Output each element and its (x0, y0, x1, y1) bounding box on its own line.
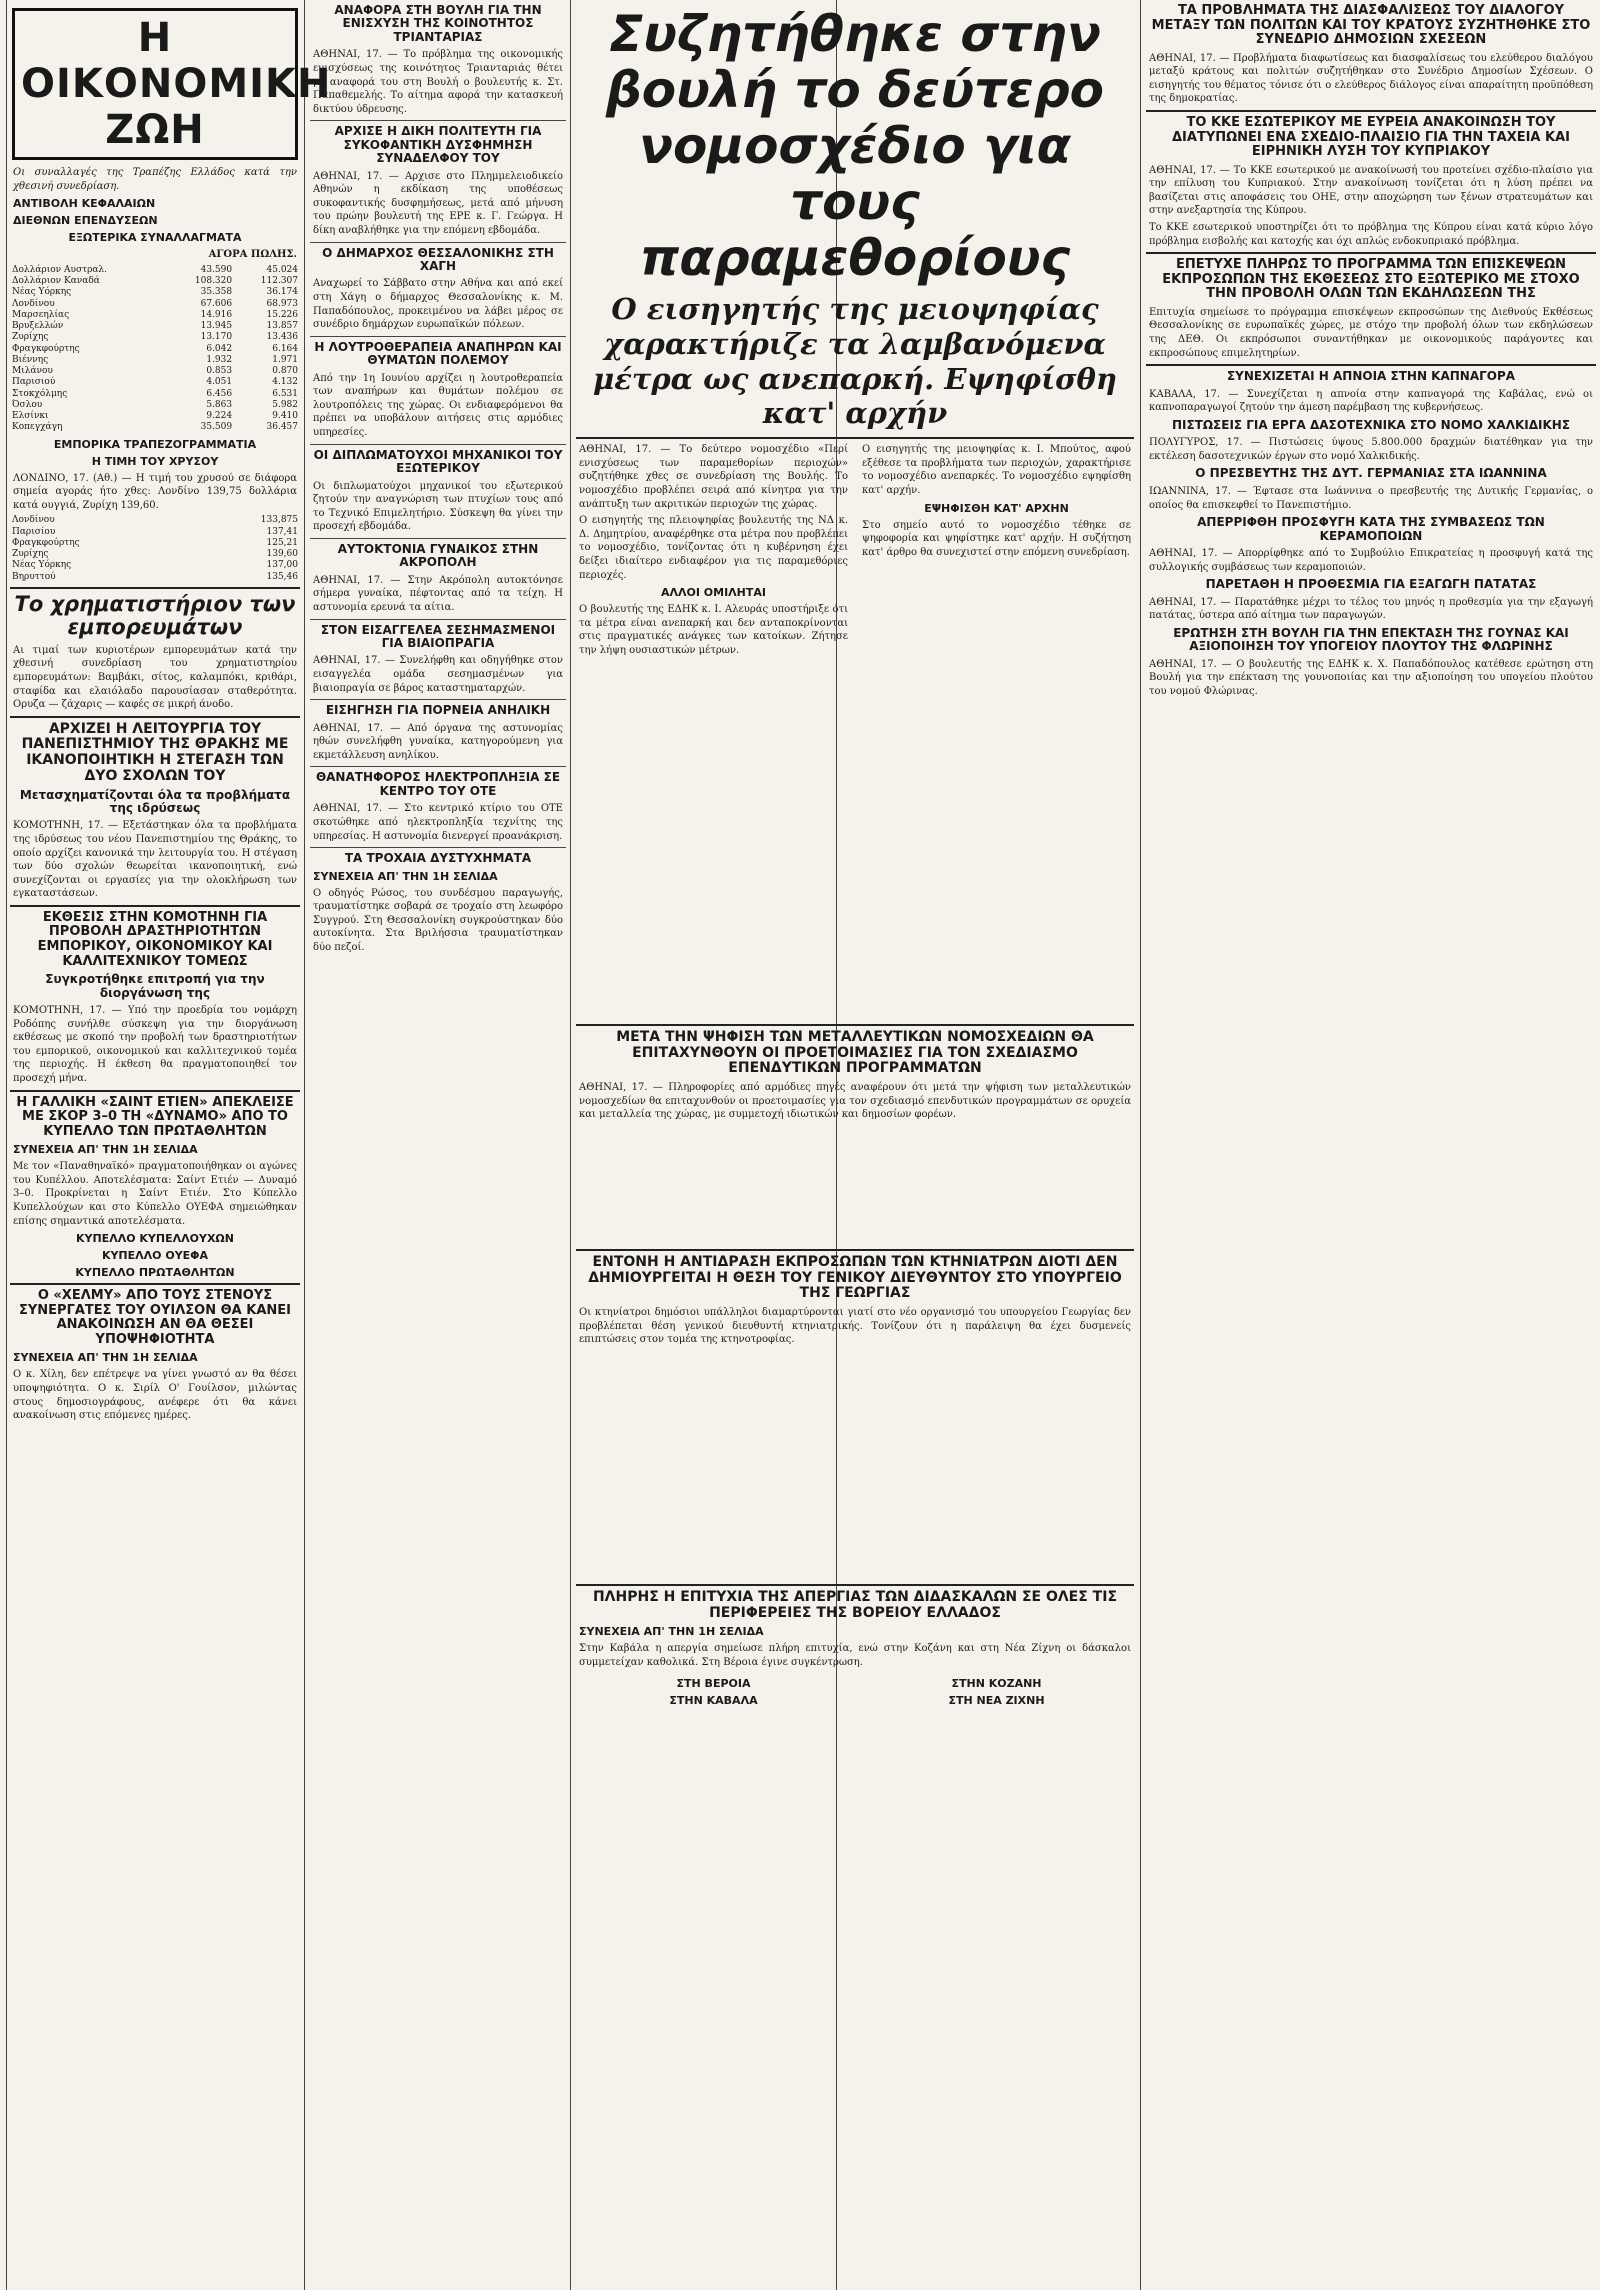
tobacco-headline: ΣΥΝΕΧΙΖΕΤΑΙ Η ΑΠΝΟΙΑ ΣΤΗΝ ΚΑΠΝΑΓΟΡΑ (1226, 369, 1516, 384)
gold-cell: Νέας Υόρκης (12, 560, 72, 571)
fx-row (10, 310, 300, 321)
teachers-continued: ΣΥΝΕΧΕΙΑ ΑΠ' ΤΗΝ 1Η ΣΕΛΙΔΑ (579, 1625, 764, 1639)
spa-headline: Η ΛΟΥΤΡΟΘΕΡΑΠΕΙΑ ΑΝΑΠΗΡΩΝ ΚΑΙ ΘΥΜΑΤΩΝ ΠΟΛΕΜΟΥ (314, 339, 562, 368)
divider (1146, 252, 1596, 254)
fx-cell: 13.170 (200, 332, 233, 343)
electrocution-headline: ΘΑΝΑΤΗΦΟΡΟΣ ΗΛΕΚΤΡΟΠΛΗΞΙΑ ΣΕ ΚΕΝΤΡΟ ΤΟΥ ΟΤΕ (315, 770, 561, 798)
fx-cell: 13.945 (200, 321, 233, 332)
gold-cell: 125,21 (266, 537, 298, 548)
spa-text: Από την 1η Ιουνίου αρχίζει η λουτροθεραπεία των αναπήρων και θυμάτων πολέμου σε λουτροπόλεις της χώρας. Οι ενδιαφερόμενοι θα πρέπει να υποβάλουν αιτήσεις στις αρμόδιες υπηρεσίες. (313, 372, 563, 439)
other-speakers-heading: ΑΛΛΟΙ ΟΜΙΛΗΤΑΙ (660, 586, 767, 600)
fx-cell: 68.973 (266, 298, 298, 309)
fx-cell: 0.853 (206, 366, 233, 377)
divider (310, 699, 566, 700)
fx-cell: Κοπεγχάγη (12, 422, 63, 433)
accidents-continued: ΣΥΝΕΧΕΙΑ ΑΠ' ΤΗΝ 1Η ΣΕΛΙΔΑ (313, 869, 498, 883)
divider (310, 847, 566, 848)
referral-text: ΑΘΗΝΑΙ, 17. — Το πρόβλημα της οικονομικής ενισχύσεως της κοινότητος Τριανταριάς θέτει με αναφορά του στη Βουλή ο βουλευτής κ. Στ. Παπαθεμελής. Το αίτημα αφορά την κατασκευή δικτύου ύδρευσης. (313, 49, 563, 115)
left-column (10, 0, 332, 2290)
fx-row (10, 344, 300, 355)
kozani-heading: ΣΤΗΝ ΚΟΖΑΝΗ (951, 1676, 1042, 1690)
university-kicker: Μετασχηματίζονται όλα τα προβλήματα της ιδρύσεως (19, 787, 291, 815)
fx-cell: 112.307 (260, 276, 298, 287)
fx-row (10, 389, 300, 400)
ambassador-headline: Ο ΠΡΕΣΒΕΥΤΗΣ ΤΗΣ ΔΥΤ. ΓΕΡΜΑΝΙΑΣ ΣΤΑ ΙΩΑΝΝΙΝΑ (1195, 466, 1547, 481)
fx-row (10, 265, 300, 276)
fx-cell: 35.509 (200, 422, 233, 433)
divider (1146, 110, 1596, 112)
divider (10, 716, 300, 718)
capital-subheading: ΔΙΕΘΝΩΝ ΕΠΕΝΔΥΣΕΩΝ (13, 214, 158, 228)
fur-text: ΑΘΗΝΑΙ, 17. — Ο βουλευτής της ΕΔΗΚ κ. Χ. Παπαδόπουλος κατέθεσε ερώτηση στη Βουλή για την επέκταση της γουνοποιίας και την αξιοποίηση του υπογείου πλούτου του νομού Φλώρινας. (1149, 658, 1593, 697)
fx-cell: Παρισιού (12, 377, 56, 388)
fx-cell: Βιέννης (12, 354, 49, 365)
divider (10, 905, 300, 907)
fx-cell: Δολλάριον Καναδά (12, 276, 100, 287)
gold-cell: 137,00 (266, 560, 298, 571)
gold-cell: 137,41 (266, 526, 298, 537)
electrocution-text: ΑΘΗΝΑΙ, 17. — Στο κεντρικό κτίριο του ΟΤΕ σκοτώθηκε από ηλεκτροπληξία τεχνίτης της υπηρεσίας. Η αστυνομία διενεργεί προανάκριση. (313, 803, 563, 842)
fx-row (10, 276, 300, 287)
wilson-text: Ο κ. Χίλη, δεν επέτρεψε να γίνει γνωστό αν θα θέσει υποψηφιότητα. Ο κ. Σιρίλ Ο' Γουίλσον, μιλώντας στους δημοσιογράφους, ανέφερε ότι θα κάνει ανακοίνωση στις επόμενες ημέρες. (13, 1369, 297, 1422)
fx-row (10, 400, 300, 411)
fx-cell: 45.024 (266, 264, 298, 275)
vets-headline: ΕΝΤΟΝΗ Η ΑΝΤΙΔΡΑΣΗ ΕΚΠΡΟΣΩΠΩΝ ΤΩΝ ΚΤΗΝΙΑΤΡΩΝ ΔΙΟΤΙ ΔΕΝ ΔΗΜΙΟΥΡΓΕΙΤΑΙ Η ΘΕΣΗ ΤΟΥ ΓΕΝΙΚΟΥ ΔΙΕΥΘΥΝΤΟΥ ΣΤΟ ΥΠΟΥΡΓΕΙΟ ΤΗΣ ΓΕΩΡΓΙΑΣ (588, 1254, 1122, 1302)
fx-cell: Στοκχόλμης (12, 388, 68, 399)
column-rule (1140, 0, 1141, 2290)
foreign-exchange-table (10, 265, 300, 434)
gold-table (10, 515, 300, 583)
divider (576, 1024, 1134, 1026)
university-headline: ΑΡΧΙΖΕΙ Η ΛΕΙΤΟΥΡΓΙΑ ΤΟΥ ΠΑΝΕΠΙΣΤΗΜΙΟΥ ΤΗΣ ΘΡΑΚΗΣ ΜΕ ΙΚΑΝΟΠΟΙΗΤΙΚΗ Η ΣΤΕΓΑΣΗ ΤΩΝ ΔΥΟ ΣΧΟΛΩΝ ΤΟΥ (21, 720, 289, 784)
komotini-kicker: Συγκροτήθηκε επιτροπή για την διοργάνωση της (45, 972, 265, 1000)
commercial-paper-heading: ΕΜΠΟΡΙΚΑ ΤΡΑΠΕΖΟΓΡΑΜΜΑΤΙΑ (53, 437, 257, 451)
tour-headline: ΕΠΕΤΥΧΕ ΠΛΗΡΩΣ ΤΟ ΠΡΟΓΡΑΜΜΑ ΤΩΝ ΕΠΙΣΚΕΨΕΩΝ ΕΚΠΡΟΣΩΠΩΝ ΤΗΣ ΕΚΘΕΣΕΩΣ ΣΤΟ ΕΞΩΤΕΡΙΚΟ ΜΕ ΣΤΟΧΟ ΤΗΝ ΠΡΟΒΟΛΗ ΟΛΩΝ ΤΩΝ ΕΚΔΗΛΩΣΕΩΝ ΤΗΣ (1162, 257, 1580, 302)
gold-cell: 135,46 (266, 571, 298, 582)
fx-cell: 36.174 (266, 287, 298, 298)
fx-cell: 6.531 (272, 388, 298, 399)
credits-text: ΠΟΛΥΓΥΡΟΣ, 17. — Πιστώσεις ύψους 5.800.000 δραχμών διατέθηκαν για την εκτέλεση δασοτεχνικών έργων στο νομό Χαλκιδικής. (1149, 437, 1593, 462)
fx-cell: 5.863 (206, 399, 233, 410)
gold-cell: Βηρυττού (12, 571, 56, 582)
divider (310, 444, 566, 445)
cyprus-headline: ΤΟ ΚΚΕ ΕΣΩΤΕΡΙΚΟΥ ΜΕ ΕΥΡΕΙΑ ΑΝΑΚΟΙΝΩΣΗ ΤΟΥ ΔΙΑΤΥΠΩΝΕΙ ΕΝΑ ΣΧΕΔΙΟ-ΠΛΑΙΣΙΟ ΓΙΑ ΤΗΝ ΤΑΧΕΙΑ ΚΑΙ ΕΙΡΗΝΙΚΗ ΛΥΣΗ ΤΟΥ ΚΥΠΡΙΑΚΟΥ (1172, 115, 1570, 160)
mayor-text: Αναχωρεί το Σάββατο στην Αθήνα και από εκεί στη Χάγη ο δήμαρχος Θεσσαλονίκης κ. Μ. Παπαδόπουλος, προκειμένου να λάβει μέρος σε συνέδριο δημάρχων ευρωπαϊκών πόλεων. (313, 278, 563, 331)
kavala-heading: ΣΤΗΝ ΚΑΒΑΛΑ (669, 1693, 758, 1707)
ceramics-text: ΑΘΗΝΑΙ, 17. — Απορρίφθηκε από το Συμβούλιο Επικρατείας η προσφυγή κατά της συλλογικής συμβάσεως των κεραμοποιών. (1149, 547, 1593, 573)
fx-cell: 35.358 (200, 287, 233, 298)
divider (310, 120, 566, 121)
lead-subheadline: Ο εισηγητής της μειοψηφίας χαρακτήριζε τα λαμβανόμενα μέτρα ως ανεπαρκή. Εψηφίσθη κατ' αρχήν (593, 292, 1117, 431)
fx-cell: Μαρσεηλίας (12, 309, 70, 320)
fx-cell: 67.606 (200, 298, 233, 309)
right-column (1146, 0, 1596, 2290)
tour-text: Επιτυχία σημείωσε το πρόγραμμα επισκέψεων εκπροσώπων της Διεθνούς Εκθέσεως Θεσσαλονίκης σε ευρωπαϊκές χώρες, με στόχο την προβολή όλων των εκδηλώσεων της ΔΕΘ. Οι εκπρόσωποι συναντήθηκαν με οικονομικούς παράγοντες και εκπροσώπους επιμελητηρίων. (1149, 306, 1593, 359)
market-intro: Οι συναλλαγές της Τραπέζης Ελλάδος κατά την χθεσινή συνεδρίαση. (13, 167, 297, 192)
fx-row (10, 355, 300, 366)
cyprus-text-2: Το ΚΚΕ εσωτερικού υποστηρίζει ότι το πρόβλημα της Κύπρου είναι κατά κύριο λόγο πρόβλημα εισβολής και κατοχής και όχι απλώς ενδοκυπριακό πρόβλημα. (1149, 222, 1593, 247)
minor-text: ΑΘΗΝΑΙ, 17. — Από όργανα της αστυνομίας ηθών συνελήφθη γυναίκα, κατηγορούμενη για εκμετάλλευση ανηλίκου. (313, 722, 563, 761)
mayor-headline: Ο ΔΗΜΑΡΧΟΣ ΘΕΣΣΑΛΟΝΙΚΗΣ ΣΤΗ ΧΑΓΗ (322, 245, 554, 273)
fx-cell: 6.042 (206, 343, 233, 354)
gold-cell: Φραγκφούρτης (12, 537, 80, 548)
lead-paragraph: Ο βουλευτής της ΕΔΗΚ κ. Ι. Αλευράς υποστήριξε ότι τα μέτρα είναι ανεπαρκή και δεν ανταποκρίνονται στις πραγματικές ανάγκες των κατοίκων. Ζήτησε την λήψη ουσιαστικών μέτρων. (579, 604, 848, 656)
fx-row (10, 287, 300, 298)
accidents-text: Ο οδηγός Ρώσος, του συνδέσμου παραγωγής, τραυματίστηκε σοβαρά σε τροχαίο στη λεωφόρο Συγγρού. Στη Θεσσαλονίκη συγκρούστηκαν δύο αυτοκίνητα. Στα Βριλήσσια τραυματίστηκαν δύο πεζοί. (313, 887, 563, 953)
fx-cell: Βρυξελλών (12, 321, 64, 332)
suicide-headline: ΑΥΤΟΚΤΟΝΙΑ ΓΥΝΑΙΚΟΣ ΣΤΗΝ ΑΚΡΟΠΟΛΗ (337, 541, 539, 570)
gold-row (10, 515, 300, 526)
gold-cell: Λονδίνου (12, 515, 55, 526)
wilson-headline: Ο «ΧΕΛΜΥ» ΑΠΟ ΤΟΥΣ ΣΤΕΝΟΥΣ ΣΥΝΕΡΓΑΤΕΣ ΤΟΥ ΟΥΙΛΣΟΝ ΘΑ ΚΑΝΕΙ ΑΝΑΚΟΙΝΩΣΗ ΑΝ ΘΑ ΘΕΣΕΙ ΥΠΟΨΗΦΙΟΤΗΤΑ (18, 1288, 291, 1347)
fx-row (10, 299, 300, 310)
divider (1146, 364, 1596, 366)
fur-headline: ΕΡΩΤΗΣΗ ΣΤΗ ΒΟΥΛΗ ΓΙΑ ΤΗΝ ΕΠΕΚΤΑΣΗ ΤΗΣ ΓΟΥΝΑΣ ΚΑΙ ΑΞΙΟΠΟΙΗΣΗ ΤΟΥ ΥΠΟΓΕΙΟΥ ΠΛΟΥΤΟΥ ΤΗΣ ΦΛΩΡΙΝΗΣ (1173, 625, 1569, 654)
accidents-headline: ΤΑ ΤΡΟΧΑΙΑ ΔΥΣΤΥΧΗΜΑΤΑ (344, 851, 532, 866)
potato-headline: ΠΑΡΕΤΑΘΗ Η ΠΡΟΘΕΣΜΙΑ ΓΙΑ ΕΞΑΓΩΓΗ ΠΑΤΑΤΑΣ (1205, 577, 1537, 592)
fx-cell: 13.857 (266, 321, 298, 332)
fx-row (10, 377, 300, 388)
gold-text: ΛΟΝΔΙΝΟ, 17. (Αθ.) — Η τιμή του χρυσού σε διάφορα σημεία αγοράς ήτο χθες: Λονδίνο 139,75 δολλάρια κατά ουγγιά, Ζυρίχη 139,60. (13, 472, 297, 511)
fx-cell: 13.436 (266, 332, 298, 343)
ceramics-headline: ΑΠΕΡΡΙΦΘΗ ΠΡΟΣΦΥΓΗ ΚΑΤΑ ΤΗΣ ΣΥΜΒΑΣΕΩΣ ΤΩΝ ΚΕΡΑΜΟΠΟΙΩΝ (1197, 515, 1545, 543)
lead-paragraph: ΑΘΗΝΑΙ, 17. — Το δεύτερο νομοσχέδιο «Περί ενισχύσεως των παραμεθορίων περιοχών» συζητήθηκε χθες σε συνεδρίαση της Βουλής. Το νομοσχέδιο προβλέπει σειρά από κίνητρα για την ανάπτυξη των ακριτικών περιοχών της χώρας. (579, 444, 848, 510)
fx-cell: 4.132 (272, 377, 298, 388)
gold-row (10, 572, 300, 583)
minor-headline: ΕΙΣΗΓΗΣΗ ΓΙΑ ΠΟΡΝΕΙΑ ΑΝΗΛΙΚΗ (325, 703, 551, 718)
fx-cell: Μιλάνου (12, 366, 53, 377)
gold-cell: Ζυρίχης (12, 549, 49, 560)
teachers-headline: ΠΛΗΡΗΣ Η ΕΠΙΤΥΧΙΑ ΤΗΣ ΑΠΕΡΓΙΑΣ ΤΩΝ ΔΙΔΑΣΚΑΛΩΝ ΣΕ ΟΛΕΣ ΤΙΣ ΠΕΡΙΦΕΡΕΙΕΣ ΤΗΣ ΒΟΡΕΙΟΥ ΕΛΛΑΔΟΣ (592, 1589, 1118, 1621)
trial-text: ΑΘΗΝΑΙ, 17. — Αρχισε στο Πλημμελειοδικείο Αθηνών η εκδίκαση της υποθέσεως συκοφαντικής δυσφημήσεως, μετά από μήνυση του πρώην βουλευτή της ΕΡΕ κ. Γ. Γεώργα. Η δίκη αναβλήθηκε για την επόμενη εβδομάδα. (313, 170, 563, 236)
komotini-text: ΚΟΜΟΤΗΝΗ, 17. — Υπό την προεδρία του νομάρχη Ροδόπης συνήλθε σύσκεψη για την διοργάνωση εκθέσεως με σκοπό την προβολή των δραστηριοτήτων του εμπορικού, οικονομικού και καλλιτεχνικού τομέα της περιοχής. Η έκθεση θα πραγματοποιηθεί τον προσεχή μήνα. (13, 1005, 297, 1084)
divider (310, 242, 566, 243)
referral-headline: ΑΝΑΦΟΡΑ ΣΤΗ ΒΟΥΛΗ ΓΙΑ ΤΗΝ ΕΝΙΣΧΥΣΗ ΤΗΣ ΚΟΙΝΟΤΗΤΟΣ ΤΡΙΑΝΤΑΡΙΑΣ (334, 3, 542, 44)
fx-cell: Ελσίνκι (12, 411, 49, 422)
fx-cell: Δολλάριον Αυστραλ. (12, 264, 108, 275)
fx-cell: 0.870 (272, 366, 298, 377)
gold-cell: 133,875 (260, 515, 298, 526)
teachers-text: Στην Καβάλα η απεργία σημείωσε πλήρη επιτυχία, ενώ στην Κοζάνη και στη Νέα Ζίχνη οι δάσκαλοι συμμετείχαν καθολικά. Στη Βέροια έγινε συγκέντρωση. (579, 1643, 1131, 1668)
divider (576, 1249, 1134, 1251)
divider (576, 437, 1134, 439)
fx-cell: 6.164 (272, 343, 298, 354)
fx-cell: Λονδίνου (12, 298, 55, 309)
lead-body (576, 443, 1134, 660)
uefa-heading: ΚΥΠΕΛΛΟ ΟΥΕΦΑ (101, 1249, 209, 1263)
fx-cell: Όσλου (12, 399, 43, 410)
ambassador-text: ΙΩΑΝΝΙΝΑ, 17. — Έφτασε στα Ιωάννινα ο πρεσβευτής της Δυτικής Γερμανίας, ο οποίος θα επισκεφθεί το Πανεπιστήμιο. (1149, 485, 1593, 511)
foreign-exchange-heading: ΕΞΩΤΕΡΙΚΑ ΣΥΝΑΛΛΑΓΜΑΤΑ (68, 231, 242, 245)
metal-headline: ΜΕΤΑ ΤΗΝ ΨΗΦΙΣΗ ΤΩΝ ΜΕΤΑΛΛΕΥΤΙΚΩΝ ΝΟΜΟΣΧΕΔΙΩΝ ΘΑ ΕΠΙΤΑΧΥΝΘΟΥΝ ΟΙ ΠΡΟΕΤΟΙΜΑΣΙΕΣ ΓΙΑ ΤΟΝ ΣΧΕΔΙΑΣΜΟ ΕΠΕΝΔΥΤΙΚΩΝ ΠΡΟΓΡΑΜΜΑΤΩΝ (616, 1029, 1094, 1077)
tobacco-text: ΚΑΒΑΛΑ, 17. — Συνεχίζεται η απνοία στην καπναγορά της Καβάλας, ενώ οι καπνοπαραγωγοί ζητούν την άμεση παρέμβαση της κυβερνήσεως. (1149, 388, 1593, 414)
teachers-story (576, 1580, 1134, 2280)
fx-cell: 36.457 (266, 422, 298, 433)
divider (10, 1283, 300, 1285)
divider (310, 538, 566, 539)
fx-cell: 43.590 (200, 264, 233, 275)
prosecutor-text: ΑΘΗΝΑΙ, 17. — Συνελήφθη και οδηγήθηκε στον εισαγγελέα ομάδα σεσημασμένων για βιαιοπραγία σε βάρος καταστηματαρχών. (313, 655, 563, 694)
divider (10, 587, 300, 589)
credits-headline: ΠΙΣΤΩΣΕΙΣ ΓΙΑ ΕΡΓΑ ΔΑΣΟΤΕΧΝΙΚΑ ΣΤΟ ΝΟΜΟ ΧΑΛΚΙΔΙΚΗΣ (1171, 417, 1571, 432)
trial-headline: ΑΡΧΙΣΕ Η ΔΙΚΗ ΠΟΛΙΤΕΥΤΗ ΓΙΑ ΣΥΚΟΦΑΝΤΙΚΗ ΔΥΣΦΗΜΗΣΗ ΣΥΝΑΔΕΛΦΟΥ ΤΟΥ (334, 124, 542, 166)
fx-cell: 15.226 (266, 309, 298, 320)
lead-paragraph: Ο εισηγητής της μειοψηφίας κ. Ι. Μπούτος, αφού εξέθεσε τα προβλήματα των περιοχών, χαρακτήρισε το νομοσχέδιο ανεπαρκές. Το νομοσχέδιο εψηφίσθη κατ' αρχήν. (862, 444, 1131, 496)
suicide-text: ΑΘΗΝΑΙ, 17. — Στην Ακρόπολη αυτοκτόνησε σήμερα γυναίκα, πέφτοντας από τα τείχη. Η αστυνομία ερευνά τα αίτια. (313, 574, 563, 613)
engineers-headline: ΟΙ ΔΙΠΛΩΜΑΤΟΥΧΟΙ ΜΗΧΑΝΙΚΟΙ ΤΟΥ ΕΞΩΤΕΡΙΚΟΥ (313, 447, 563, 476)
masthead-title: Η ΟΙΚΟΝΟΜΙΚΗ ΖΩΗ (12, 8, 298, 160)
fx-cell: 1.932 (206, 354, 233, 365)
divider (10, 1090, 300, 1092)
dialogue-headline: ΤΑ ΠΡΟΒΛΗΜΑΤΑ ΤΗΣ ΔΙΑΣΦΑΛΙΣΕΩΣ ΤΟΥ ΔΙΑΛΟΓΟΥ ΜΕΤΑΞΥ ΤΩΝ ΠΟΛΙΤΩΝ ΚΑΙ ΤΟΥ ΚΡΑΤΟΥΣ ΣΥΖΗΤΗΘΗΚΕ ΣΤΟ ΣΥΝΕΔΡΙΟ ΔΗΜΟΣΙΩΝ ΣΧΕΣΕΩΝ (1151, 3, 1591, 48)
fx-cell: 14.916 (200, 309, 233, 320)
foreign-exchange-sub: ΑΓΟΡΑ ΠΩΛΗΣ. (208, 249, 297, 261)
gold-cell: 139,60 (266, 549, 298, 560)
lead-paragraph: Ο εισηγητής της πλειοψηφίας βουλευτής της ΝΔ κ. Δ. Δημητρίου, αναφέρθηκε στα μέτρα που προβλέπει το νομοσχέδιο, τονίζοντας ότι η κυβέρνηση έχει δείξει ιδιαίτερο ενδιαφέρον για τις παραμεθόριες περιοχές. (579, 515, 848, 581)
approved-heading: ΕΨΗΦΙΣΘΗ ΚΑΤ' ΑΡΧΗΝ (924, 501, 1069, 515)
fx-row (10, 366, 300, 377)
metal-story (576, 1020, 1134, 1240)
divider (310, 619, 566, 620)
komotini-headline: ΕΚΘΕΣΙΣ ΣΤΗΝ ΚΟΜΟΤΗΝΗ ΓΙΑ ΠΡΟΒΟΛΗ ΔΡΑΣΤΗΡΙΟΤΗΤΩΝ ΕΜΠΟΡΙΚΟΥ, ΟΙΚΟΝΟΜΙΚΟΥ ΚΑΙ ΚΑΛΛΙΤΕΧΝΙΚΟΥ ΤΟΜΕΩΣ (37, 909, 273, 969)
column-rule (570, 0, 571, 2290)
fx-cell: 9.224 (206, 411, 233, 422)
capital-heading: ΑΝΤΙΒΟΛΗ ΚΕΦΑΛΑΙΩΝ (13, 197, 156, 211)
commodities-heading: Το χρηματιστήριον των εμπορευμάτων (14, 591, 296, 640)
gold-cell: Παρισίου (12, 526, 56, 537)
gold-row (10, 549, 300, 560)
prosecutor-headline: ΣΤΟΝ ΕΙΣΑΓΓΕΛΕΑ ΣΕΣΗΜΑΣΜΕΝΟΙ ΓΙΑ ΒΙΑΙΟΠΡΑΓΙΑ (320, 622, 556, 650)
fx-row (10, 332, 300, 343)
metal-text: ΑΘΗΝΑΙ, 17. — Πληροφορίες από αρμόδιες πηγές αναφέρουν ότι μετά την ψήφιση των μεταλλευτικών νομοσχεδίων θα επιταχυνθούν οι προετοιμασίες για τον σχεδιασμό επενδυτικών προγραμμάτων σε ορυχεία και μεταλλεία της χώρας, με συμμετοχή ιδιωτικών και δημοσίων φορέων. (579, 1082, 1131, 1121)
commodities-text: Αι τιμαί των κυριοτέρων εμπορευμάτων κατά την χθεσινή συνεδρίαση του χρηματιστηρίου εμπορευμάτων: Βαμβάκι, σίτος, καλαμπόκι, κριθάρι, σταφίδα και ελαιόλαδο παρουσίασαν σταθερότητα. Ορυζα — ζάχαρις — καφές σε μικρή άνοδο. (13, 644, 297, 711)
vets-story (576, 1245, 1134, 1575)
fx-cell: 6.456 (206, 388, 233, 399)
nea-zichni-heading: ΣΤΗ ΝΕΑ ΖΙΧΝΗ (948, 1693, 1045, 1707)
gold-row (10, 560, 300, 571)
fx-cell: 4.051 (206, 377, 233, 388)
dialogue-text: ΑΘΗΝΑΙ, 17. — Προβλήματα διαφωτίσεως και διασφαλίσεως του ελεύθερου διαλόγου μεταξύ κράτους και πολιτών συζητήθηκαν στο Συνέδριο Δημοσίων Σχέσεων. Ο εισηγητής του θέματος τόνισε ότι ο ελεύθερος διάλογος είναι απαραίτητη προϋπόθεση της δημοκρατίας. (1149, 52, 1593, 105)
lead-story (576, 0, 1134, 1015)
divider (310, 766, 566, 767)
fx-cell: 9.410 (272, 411, 298, 422)
sports-headline: Η ΓΑΛΛΙΚΗ «ΣΑΙΝΤ ΕΤΙΕΝ» ΑΠΕΚΛΕΙΣΕ ΜΕ ΣΚΟΡ 3–0 ΤΗ «ΔΥΝΑΜΟ» ΑΠΟ ΤΟ ΚΥΠΕΛΛΟ ΤΩΝ ΠΡΩΤΑΘΛΗΤΩΝ (16, 1094, 294, 1139)
engineers-text: Οι διπλωματούχοι μηχανικοί του εξωτερικού ζητούν την αναγνώριση των πτυχίων τους από το Τεχνικό Επιμελητήριο. Σύσκεψη θα γίνει την προσεχή εβδομάδα. (313, 480, 563, 533)
fx-cell: Νέας Υόρκης (12, 287, 72, 298)
column-rule (304, 0, 305, 2290)
second-column (310, 0, 566, 2290)
veria-heading: ΣΤΗ ΒΕΡΟΙΑ (676, 1676, 751, 1690)
cyprus-text: ΑΘΗΝΑΙ, 17. — Το ΚΚΕ εσωτερικού με ανακοίνωσή του προτείνει σχέδιο-πλαίσιο για την επίλυση του Κυπριακού. Στην ανακοίνωση τονίζεται ότι η λύση πρέπει να βασίζεται στις αποφάσεις του ΟΗΕ, στην αποχώρηση των ξένων στρατευμάτων και στην ανεξαρτησία της Κύπρου. (1149, 164, 1593, 217)
potato-text: ΑΘΗΝΑΙ, 17. — Παρατάθηκε μέχρι το τέλος του μηνός η προθεσμία για την εξαγωγή πατάτας, ύστερα από αίτημα των παραγωγών. (1149, 596, 1593, 622)
wilson-continued: ΣΥΝΕΧΕΙΑ ΑΠ' ΤΗΝ 1Η ΣΕΛΙΔΑ (13, 1351, 198, 1365)
gold-row (10, 527, 300, 538)
cup-winners-heading: ΚΥΠΕΛΛΟ ΚΥΠΕΛΛΟΥΧΩΝ (75, 1232, 234, 1246)
champions-heading: ΚΥΠΕΛΛΟ ΠΡΩΤΑΘΛΗΤΩΝ (75, 1266, 235, 1280)
gold-heading: Η ΤΙΜΗ ΤΟΥ ΧΡΥΣΟΥ (91, 454, 219, 468)
university-text: ΚΟΜΟΤΗΝΗ, 17. — Εξετάστηκαν όλα τα προβλήματα της ιδρύσεως του νέου Πανεπιστημίου της Θράκης, το οποίο αρχίζει κανονικά την λειτουργία του. Η στέγαση των δύο σχολών θεωρείται ικανοποιητική, ενώ συνεχίζονται οι εργασίες για την ολοκλήρωση των εγκαταστάσεων. (13, 820, 297, 900)
fx-cell: Ζυρίχης (12, 332, 49, 343)
sports-text: Με τον «Παναθηναϊκό» πραγματοποιήθηκαν οι αγώνες του Κυπέλλου. Αποτελέσματα: Σαίντ Ετιέν — Δυναμό 3–0. Προκρίνεται η Σαίντ Ετιέν. Στο Κύπελλο Κυπελλούχων και στο Κύπελλο ΟΥΕΦΑ σημειώθηκαν επίσης σημαντικά αποτελέσματα. (13, 1161, 297, 1227)
fx-cell: 108.320 (194, 276, 233, 287)
fx-row (10, 422, 300, 433)
fx-cell: 1.971 (272, 354, 298, 365)
fx-row (10, 321, 300, 332)
fx-row (10, 411, 300, 422)
vets-text: Οι κτηνίατροι δημόσιοι υπάλληλοι διαμαρτύρονται γιατί στο νέο οργανισμό του υπουργείου Γεωργίας δεν προβλέπεται θέση γενικού διευθυντή κτηνιατρικής. Τονίζουν ότι η παράλειψη θα έχει δυσμενείς επιπτώσεις στον τομέα της κτηνοτροφίας. (579, 1307, 1131, 1346)
sports-continued: ΣΥΝΕΧΕΙΑ ΑΠ' ΤΗΝ 1Η ΣΕΛΙΔΑ (13, 1143, 198, 1157)
lead-paragraph: Στο σημείο αυτό το νομοσχέδιο τέθηκε σε ψηφοφορία και ψηφίστηκε κατ' αρχήν. Η συζήτηση κατ' άρθρο θα συνεχιστεί στην επόμενη συνεδρίαση. (862, 519, 1131, 558)
fx-cell: 5.982 (272, 399, 298, 410)
divider (310, 336, 566, 337)
column-rule (6, 0, 7, 2290)
gold-row (10, 538, 300, 549)
fx-cell: Φραγκφούρτης (12, 343, 80, 354)
divider (576, 1584, 1134, 1586)
lead-headline: Συζητήθηκε στην βουλή το δεύτερο νομοσχέδιο για τους παραμεθορίους (605, 5, 1105, 287)
